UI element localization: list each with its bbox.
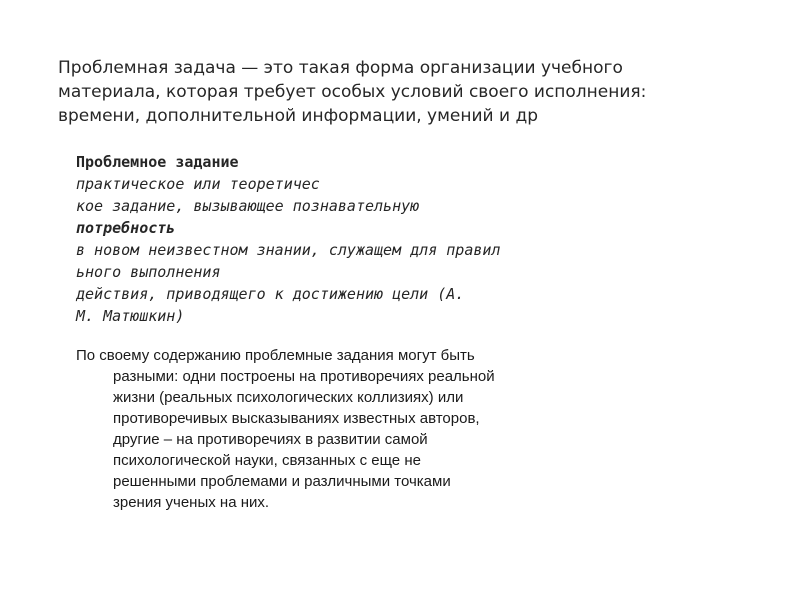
intro-paragraph [58, 56, 758, 128]
definition-emphasis: потребность [76, 219, 176, 237]
content-first-line: По своему содержанию проблемные задания могут быть [76, 347, 475, 364]
definition-line: кое задание, вызывающее познавательную [76, 197, 420, 215]
content-line: зрения ученых на них. [113, 494, 270, 511]
definition-line: действия, приводящего к достижению цели (А. [76, 285, 465, 303]
definition-line: ьного выполнения [76, 263, 221, 281]
definition-line: практическое или теоретичес [76, 175, 320, 193]
content-line: противоречивых высказываниях известных авторов, [113, 410, 480, 427]
definition-heading: Проблемное задание [76, 153, 239, 171]
definition-block [76, 151, 636, 327]
intro-line: материала, которая требует особых условий своего исполнения: [58, 82, 647, 102]
definition-line: М. Матюшкин) [76, 307, 185, 325]
content-line: жизни (реальных психологических коллизиях) или [113, 389, 464, 406]
content-line: психологической науки, связанных с еще не [113, 452, 421, 469]
content-line: разными: одни построены на противоречиях реальной [113, 368, 495, 385]
content-paragraph [76, 345, 596, 513]
intro-line: Проблемная задача — это такая форма организации учебного [58, 58, 623, 78]
intro-line: времени, дополнительной информации, умений и др [58, 106, 539, 126]
content-line: решенными проблемами и различными точками [113, 473, 451, 490]
content-line: другие – на противоречиях в развитии самой [113, 431, 428, 448]
definition-line: в новом неизвестном знании, служащем для правил [76, 241, 501, 259]
